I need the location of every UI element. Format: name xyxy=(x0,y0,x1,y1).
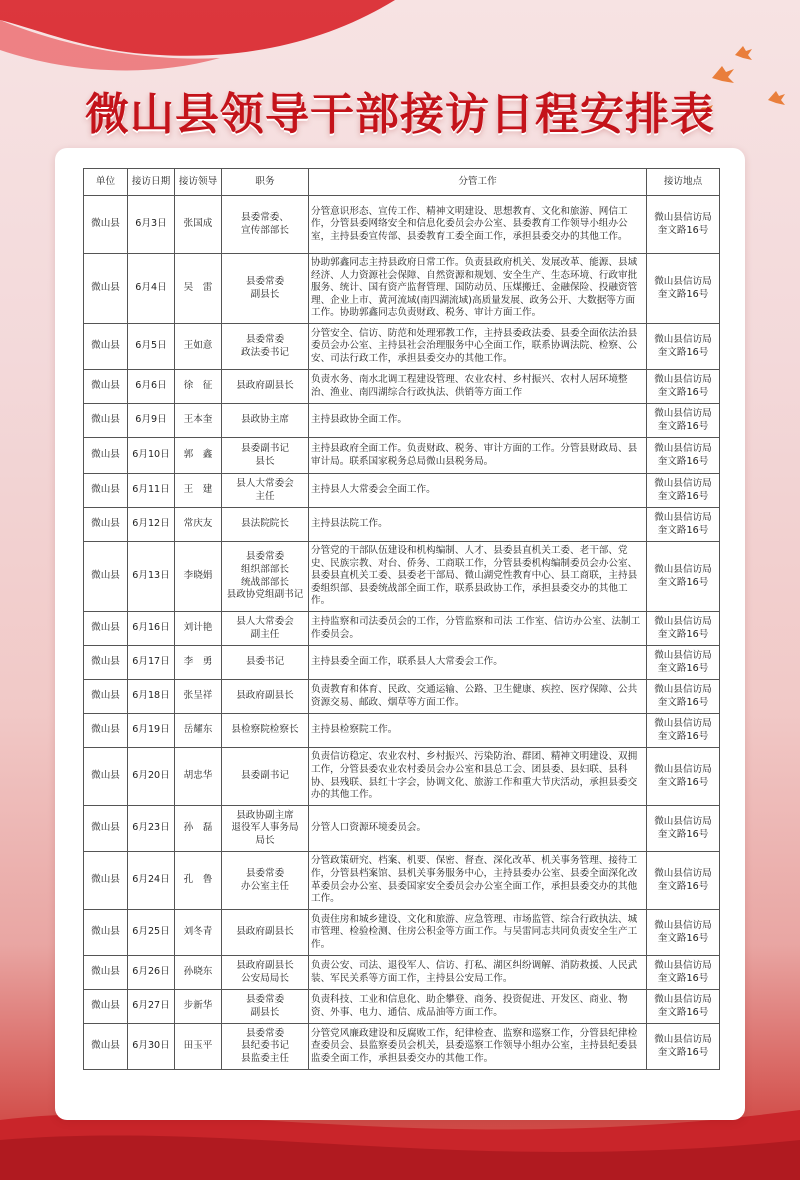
dove-icon xyxy=(735,46,752,60)
cell-position: 县政府副县长 xyxy=(222,370,309,404)
cell-position: 县政府副县长 公安局局长 xyxy=(222,956,309,990)
cell-location: 微山县信访局 奎文路16号 xyxy=(647,324,720,370)
cell-leader: 步新华 xyxy=(175,990,222,1024)
cell-date: 6月4日 xyxy=(128,254,175,324)
cell-location: 微山县信访局 奎文路16号 xyxy=(647,748,720,806)
cell-date: 6月26日 xyxy=(128,956,175,990)
table-row xyxy=(84,748,720,806)
cell-date: 6月13日 xyxy=(128,542,175,612)
cell-leader: 常庆友 xyxy=(175,508,222,542)
cell-unit: 微山县 xyxy=(84,196,128,254)
cell-duties: 主持监察和司法委员会的工作，分管监察和司法 工作室、信访办公室、法制工作委员会。 xyxy=(309,612,647,646)
cell-leader: 李 勇 xyxy=(175,646,222,680)
schedule-panel xyxy=(55,148,745,1120)
cell-leader: 王本奎 xyxy=(175,404,222,438)
cell-duties: 主持县政协全面工作。 xyxy=(309,404,647,438)
table-row xyxy=(84,646,720,680)
cell-position: 县法院院长 xyxy=(222,508,309,542)
cell-position: 县委副书记 县长 xyxy=(222,438,309,474)
header-location: 接访地点 xyxy=(647,169,720,196)
cell-unit: 微山县 xyxy=(84,990,128,1024)
table-row xyxy=(84,852,720,910)
cell-location: 微山县信访局 奎文路16号 xyxy=(647,714,720,748)
cell-unit: 微山县 xyxy=(84,714,128,748)
cell-leader: 王 建 xyxy=(175,474,222,508)
cell-unit: 微山县 xyxy=(84,680,128,714)
table-row xyxy=(84,910,720,956)
cell-position: 县政府副县长 xyxy=(222,910,309,956)
cell-unit: 微山县 xyxy=(84,852,128,910)
cell-position: 县委常委 组织部部长 统战部部长 县政协党组副书记 xyxy=(222,542,309,612)
cell-position: 县政协主席 xyxy=(222,404,309,438)
cell-duties: 主持县法院工作。 xyxy=(309,508,647,542)
cell-duties: 主持县委全面工作，联系县人大常委会工作。 xyxy=(309,646,647,680)
cell-date: 6月18日 xyxy=(128,680,175,714)
cell-location: 微山县信访局 奎文路16号 xyxy=(647,508,720,542)
cell-duties: 分管党风廉政建设和反腐败工作，纪律检查、监察和巡察工作，分管县纪律检查委员会、县监察委员会机关，县委巡察工作领导小组办公室，主持县纪委县监委全面工作，承担县委交办的其他工作。 xyxy=(309,1024,647,1070)
cell-position: 县人大常委会 主任 xyxy=(222,474,309,508)
cell-location: 微山县信访局 奎文路16号 xyxy=(647,956,720,990)
header-position: 职务 xyxy=(222,169,309,196)
cell-location: 微山县信访局 奎文路16号 xyxy=(647,852,720,910)
cell-unit: 微山县 xyxy=(84,646,128,680)
cell-position: 县委常委 办公室主任 xyxy=(222,852,309,910)
cell-position: 县检察院检察长 xyxy=(222,714,309,748)
cell-location: 微山县信访局 奎文路16号 xyxy=(647,612,720,646)
table-body xyxy=(84,196,720,1070)
cell-position: 县政府副县长 xyxy=(222,680,309,714)
cell-date: 6月23日 xyxy=(128,806,175,852)
cell-date: 6月9日 xyxy=(128,404,175,438)
cell-date: 6月25日 xyxy=(128,910,175,956)
cell-unit: 微山县 xyxy=(84,438,128,474)
cell-duties: 负责教育和体育、民政、交通运输、公路、卫生健康、疾控、医疗保障、公共资源交易、邮政、烟草等方面工作。 xyxy=(309,680,647,714)
cell-duties: 分管意识形态、宣传工作、精神文明建设、思想教育、文化和旅游、网信工作，分管县委网络安全和信息化委员会办公室、县委教育工作领导小组办公室，主持县委宣传部、县委教育工委全面工作，承担县委交办的其他工作。 xyxy=(309,196,647,254)
cell-date: 6月10日 xyxy=(128,438,175,474)
cell-unit: 微山县 xyxy=(84,370,128,404)
cell-location: 微山县信访局 奎文路16号 xyxy=(647,646,720,680)
header-leader: 接访领导 xyxy=(175,169,222,196)
cell-position: 县委常委 县纪委书记 县监委主任 xyxy=(222,1024,309,1070)
cell-date: 6月3日 xyxy=(128,196,175,254)
cell-duties: 负责住房和城乡建设、文化和旅游、应急管理、市场监管、综合行政执法、城市管理、检验检测、住房公积金等方面工作。与吴雷同志共同负责安全生产工作。 xyxy=(309,910,647,956)
cell-duties: 分管政策研究、档案、机要、保密、督查、深化改革、机关事务管理、接待工作，分管县档案馆、县机关事务服务中心，主持县委办公室、县委全面深化改革委员会办公室、县委国家安全委员会办公室全面工作，承担县委交办的其他工作。 xyxy=(309,852,647,910)
cell-leader: 田玉平 xyxy=(175,1024,222,1070)
cell-unit: 微山县 xyxy=(84,404,128,438)
table-header-row xyxy=(84,169,720,196)
cell-duties: 主持县检察院工作。 xyxy=(309,714,647,748)
cell-unit: 微山县 xyxy=(84,806,128,852)
cell-location: 微山县信访局 奎文路16号 xyxy=(647,806,720,852)
cell-unit: 微山县 xyxy=(84,508,128,542)
cell-leader: 孙晓东 xyxy=(175,956,222,990)
cell-position: 县委常委 副县长 xyxy=(222,990,309,1024)
table-row xyxy=(84,714,720,748)
cell-leader: 张呈祥 xyxy=(175,680,222,714)
schedule-table xyxy=(83,168,720,1070)
cell-position: 县人大常委会 副主任 xyxy=(222,612,309,646)
cell-date: 6月16日 xyxy=(128,612,175,646)
table-row xyxy=(84,370,720,404)
table-row xyxy=(84,508,720,542)
cell-unit: 微山县 xyxy=(84,748,128,806)
table-row xyxy=(84,680,720,714)
cell-leader: 吴 雷 xyxy=(175,254,222,324)
table-row xyxy=(84,196,720,254)
cell-location: 微山县信访局 奎文路16号 xyxy=(647,404,720,438)
cell-date: 6月24日 xyxy=(128,852,175,910)
cell-duties: 负责水务、南水北调工程建设管理、农业农村、乡村振兴、农村人居环境整治、渔业、南四湖综合行政执法、供销等方面工作 xyxy=(309,370,647,404)
cell-leader: 胡忠华 xyxy=(175,748,222,806)
cell-position: 县委常委、 宣传部部长 xyxy=(222,196,309,254)
cell-duties: 分管党的干部队伍建设和机构编制、人才、县委县直机关工委、老干部、党史、民族宗教、对台、侨务、工商联工作，分管县委机构编制委员会办公室、县委县直机关工委、县委老干部局、微山湖党性教育中心、县工商联，主持县委组织部、县委统战部全面工作，联系县政协工作，承担县委交办的其他工作。 xyxy=(309,542,647,612)
table-row xyxy=(84,324,720,370)
cell-date: 6月6日 xyxy=(128,370,175,404)
cell-leader: 郭 鑫 xyxy=(175,438,222,474)
cell-position: 县委常委 政法委书记 xyxy=(222,324,309,370)
cell-location: 微山县信访局 奎文路16号 xyxy=(647,438,720,474)
cell-date: 6月17日 xyxy=(128,646,175,680)
cell-duties: 协助郭鑫同志主持县政府日常工作。负责县政府机关、发展改革、能源、县域经济、人力资源社会保障、自然资源和规划、安全生产、生态环境、行政审批服务、统计、国有资产监督管理、国防动员、压煤搬迁、金融保险、投融资管理、企业上市、黄河流域(南四湖流域)高质量发展、政务公开、大数据等方面工作。协助郭鑫同志负责财政、税务、审计方面工作。 xyxy=(309,254,647,324)
cell-duties: 分管安全、信访、防范和处理邪教工作，主持县委政法委、县委全面依法治县委员会办公室、主持县社会治理服务中心全面工作，联系协调法院、检察、公安、司法行政工作，承担县委交办的其他工作。 xyxy=(309,324,647,370)
table-row xyxy=(84,254,720,324)
cell-leader: 刘冬青 xyxy=(175,910,222,956)
table-row xyxy=(84,404,720,438)
cell-unit: 微山县 xyxy=(84,1024,128,1070)
cell-location: 微山县信访局 奎文路16号 xyxy=(647,680,720,714)
cell-position: 县政协副主席 退役军人事务局 局长 xyxy=(222,806,309,852)
cell-location: 微山县信访局 奎文路16号 xyxy=(647,254,720,324)
cell-leader: 孙 磊 xyxy=(175,806,222,852)
cell-unit: 微山县 xyxy=(84,542,128,612)
table-row xyxy=(84,542,720,612)
cell-unit: 微山县 xyxy=(84,612,128,646)
table-row xyxy=(84,956,720,990)
cell-date: 6月19日 xyxy=(128,714,175,748)
cell-position: 县委书记 xyxy=(222,646,309,680)
cell-duties: 负责公安、司法、退役军人、信访、打私、湖区纠纷调解、消防救援、人民武装、军民关系等方面工作，主持县公安局工作。 xyxy=(309,956,647,990)
cell-leader: 徐 征 xyxy=(175,370,222,404)
cell-date: 6月30日 xyxy=(128,1024,175,1070)
cell-leader: 岳耀东 xyxy=(175,714,222,748)
cell-location: 微山县信访局 奎文路16号 xyxy=(647,990,720,1024)
cell-leader: 张国成 xyxy=(175,196,222,254)
cell-location: 微山县信访局 奎文路16号 xyxy=(647,474,720,508)
cell-location: 微山县信访局 奎文路16号 xyxy=(647,196,720,254)
cell-duties: 主持县人大常委会全面工作。 xyxy=(309,474,647,508)
cell-date: 6月27日 xyxy=(128,990,175,1024)
cell-position: 县委常委 副县长 xyxy=(222,254,309,324)
header-date: 接访日期 xyxy=(128,169,175,196)
cell-duties: 主持县政府全面工作。负责财政、税务、审计方面的工作。分管县财政局、县审计局。联系国家税务总局微山县税务局。 xyxy=(309,438,647,474)
cell-date: 6月5日 xyxy=(128,324,175,370)
table-row xyxy=(84,612,720,646)
cell-duties: 负责科技、工业和信息化、助企攀登、商务、投资促进、开发区、商业、物资、外事、电力、通信、成品油等方面工作。 xyxy=(309,990,647,1024)
cell-unit: 微山县 xyxy=(84,254,128,324)
cell-date: 6月20日 xyxy=(128,748,175,806)
cell-position: 县委副书记 xyxy=(222,748,309,806)
table-row xyxy=(84,474,720,508)
cell-unit: 微山县 xyxy=(84,474,128,508)
cell-leader: 王如意 xyxy=(175,324,222,370)
cell-duties: 负责信访稳定、农业农村、乡村振兴、污染防治、群团、精神文明建设、双拥工作，分管县委农业农村委员会办公室和县总工会、团县委、县妇联、县科协、县残联、县红十字会，协调文化、旅游工作和重大节庆活动，承担县委交办的其他工作。 xyxy=(309,748,647,806)
cell-date: 6月11日 xyxy=(128,474,175,508)
cell-leader: 孔 鲁 xyxy=(175,852,222,910)
cell-leader: 刘计艳 xyxy=(175,612,222,646)
table-row xyxy=(84,806,720,852)
cell-unit: 微山县 xyxy=(84,910,128,956)
cell-location: 微山县信访局 奎文路16号 xyxy=(647,1024,720,1070)
cell-location: 微山县信访局 奎文路16号 xyxy=(647,910,720,956)
cell-unit: 微山县 xyxy=(84,956,128,990)
header-duties: 分管工作 xyxy=(309,169,647,196)
page-title: 微山县领导干部接访日程安排表 xyxy=(85,89,715,140)
header-unit: 单位 xyxy=(84,169,128,196)
cell-unit: 微山县 xyxy=(84,324,128,370)
cell-location: 微山县信访局 奎文路16号 xyxy=(647,370,720,404)
cell-duties: 分管人口资源环境委员会。 xyxy=(309,806,647,852)
cell-date: 6月12日 xyxy=(128,508,175,542)
cell-location: 微山县信访局 奎文路16号 xyxy=(647,542,720,612)
table-row xyxy=(84,438,720,474)
cell-leader: 李晓娟 xyxy=(175,542,222,612)
table-row xyxy=(84,990,720,1024)
table-row xyxy=(84,1024,720,1070)
